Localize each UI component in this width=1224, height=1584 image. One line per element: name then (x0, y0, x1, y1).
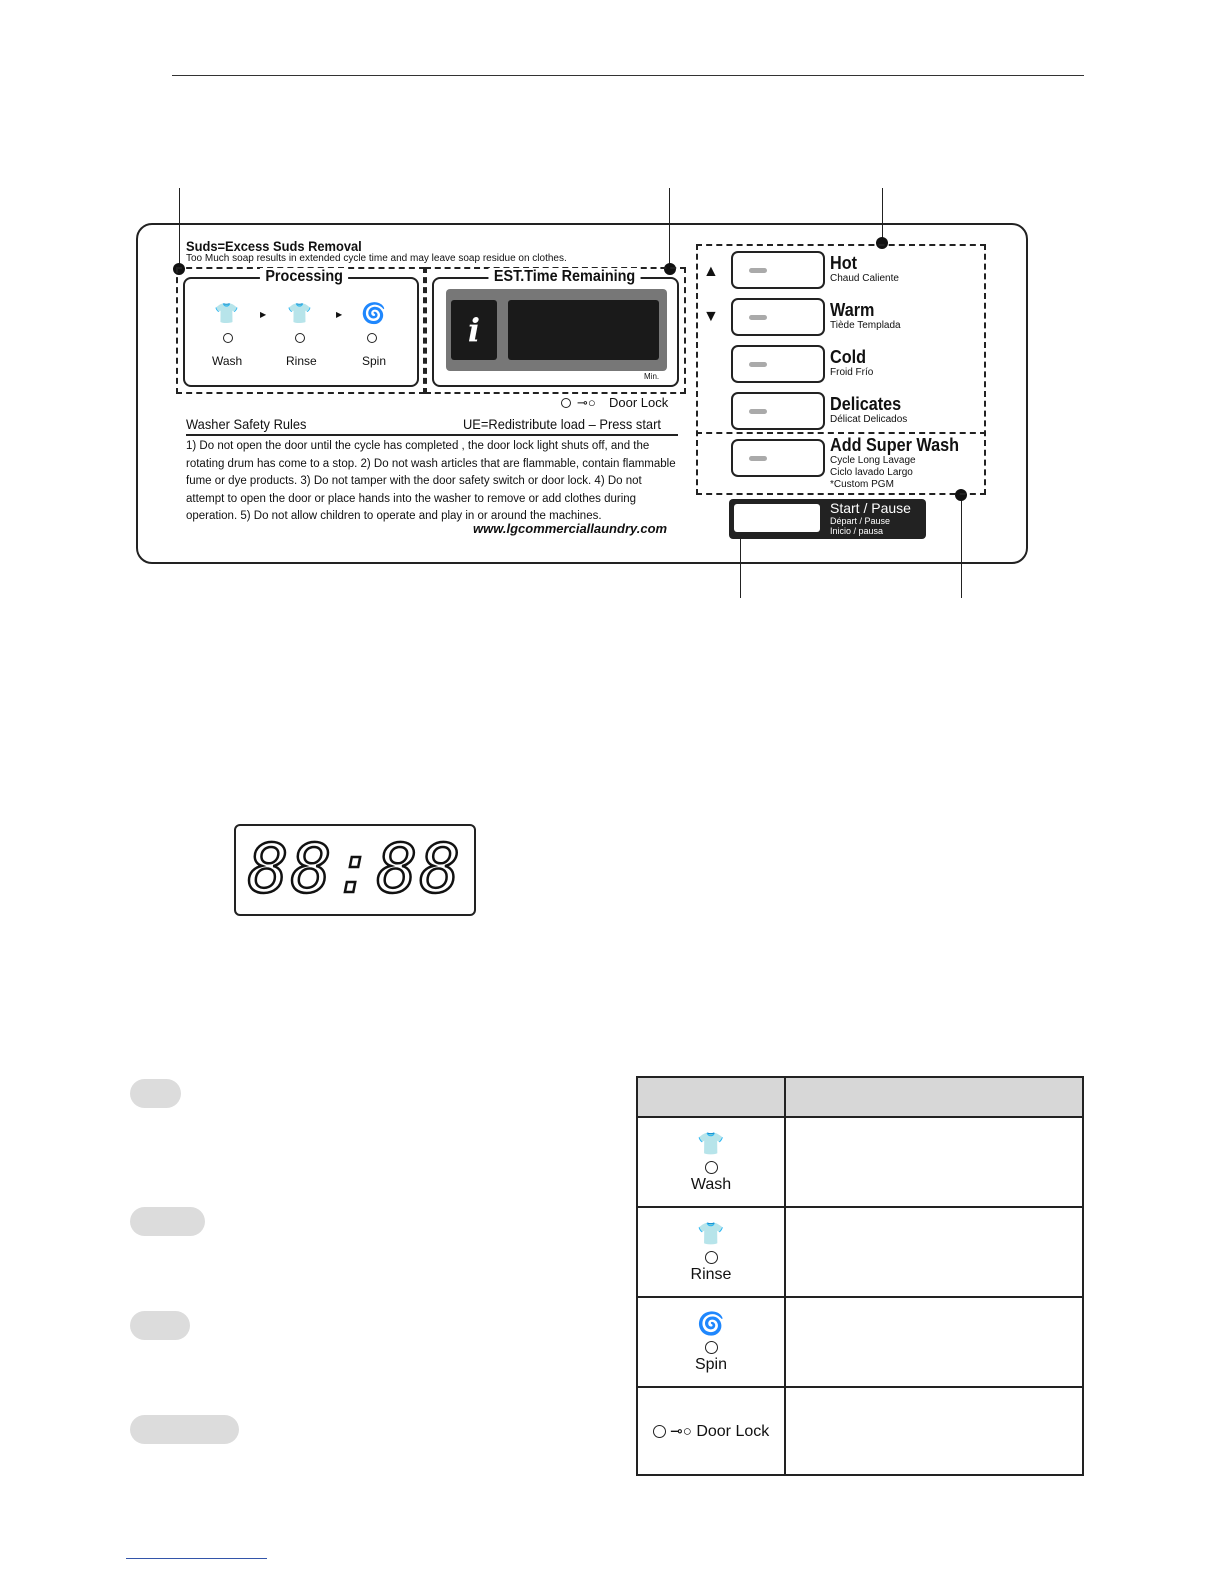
spin-indicator (367, 333, 377, 343)
arrow-down-icon: ▼ (703, 308, 719, 325)
button-led (749, 315, 767, 320)
start-pause-button[interactable] (734, 504, 820, 532)
arrow-right-icon: ▶ (336, 310, 343, 319)
suds-title: Suds=Excess Suds Removal (186, 238, 362, 254)
rinse-indicator (705, 1251, 718, 1264)
indicator-table (636, 1076, 1084, 1476)
processing-box (183, 277, 419, 387)
row-label: Wash (690, 1175, 732, 1193)
stage-rinse-label: Rinse (286, 354, 317, 368)
super-wash-main: Add Super Wash (830, 435, 960, 455)
website-link: www.lgcommerciallaundry.com (473, 521, 668, 536)
rinse-indicator (295, 333, 305, 343)
table-desc-cell (785, 1117, 1083, 1207)
delicates-label (830, 395, 909, 426)
button-led (749, 362, 767, 367)
ue-note: UE=Redistribute load – Press start (463, 416, 661, 432)
wash-icon: 👕 (214, 303, 239, 325)
table-icon-cell (637, 1207, 785, 1297)
key-icon: ⊸○ (670, 1422, 692, 1440)
table-icon-cell (637, 1297, 785, 1387)
grey-label-pill (130, 1207, 205, 1236)
start-pause-sub1: Départ / Pause (830, 516, 891, 526)
hot-label-main: Hot (830, 253, 857, 273)
delicates-label-main: Delicates (830, 394, 902, 414)
wash-indicator (705, 1161, 718, 1174)
time-legend: EST.Time Remaining (488, 268, 640, 286)
table-row (637, 1387, 1083, 1475)
hot-label-sub: Chaud Caliente (830, 273, 899, 284)
table-header-cell (785, 1077, 1083, 1117)
arrow-up-icon: ▲ (703, 263, 719, 280)
arrow-right-icon: ▶ (260, 310, 267, 319)
time-display (508, 300, 659, 360)
grey-label-pill (130, 1311, 190, 1340)
grey-label-pill (130, 1079, 181, 1108)
min-label: Min. (644, 372, 660, 381)
footer-rule (126, 1558, 267, 1559)
cold-label-main: Cold (830, 347, 866, 367)
door-lock-label: Door Lock (609, 395, 669, 410)
stage-wash-label: Wash (212, 354, 243, 368)
super-wash-divider (696, 432, 986, 434)
table-row (637, 1207, 1083, 1297)
rinse-icon: 👕 (287, 303, 312, 325)
table-icon-cell (637, 1387, 785, 1475)
warm-label-sub: Tiède Templada (830, 320, 901, 331)
delicates-button[interactable] (731, 392, 825, 430)
cold-label (830, 348, 873, 379)
table-row (637, 1117, 1083, 1207)
button-led (749, 409, 767, 414)
super-wash-sub2: Ciclo lavado Largo (830, 467, 913, 478)
grey-label-pill (130, 1415, 239, 1444)
table-header-cell (637, 1077, 785, 1117)
delicates-label-sub: Délicat Delicados (830, 414, 908, 425)
hot-button[interactable] (731, 251, 825, 289)
wash-icon: 👕 (697, 1130, 725, 1156)
door-lock-indicator (561, 398, 571, 408)
door-lock-indicator (653, 1425, 666, 1438)
table-desc-cell (785, 1297, 1083, 1387)
info-icon: i (451, 300, 497, 360)
table-header-row (637, 1077, 1083, 1117)
warm-label (830, 301, 901, 332)
top-rule (172, 75, 1084, 76)
stage-spin-label: Spin (362, 354, 387, 368)
safety-title: Washer Safety Rules (186, 416, 307, 432)
seven-segment-display (234, 824, 476, 916)
start-pause-main: Start / Pause (830, 500, 911, 516)
safety-text: 1) Do not open the door until the cycle has completed , the door lock light shuts off, and the rotating drum has come to a stop. 2) Do not wash articles that are flammable, contain flammable fume or dye products. 3) Do not tamper with the door safety switch or door lock. 4) Do not attempt to open the door or place hands into the washer to remove or add clothes during operation. 5) Do not allow children to operate and play in or around the machines. (186, 440, 676, 523)
warm-label-main: Warm (830, 300, 875, 320)
table-icon-cell (637, 1117, 785, 1207)
key-icon: ⊸○ (577, 395, 596, 410)
suds-note: Too Much soap results in extended cycle time and may leave soap residue on clothes. (186, 253, 567, 264)
spin-icon: 🌀 (697, 1310, 725, 1336)
cold-label-sub: Froid Frío (830, 367, 874, 378)
table-row (637, 1297, 1083, 1387)
start-pause-label (830, 501, 911, 536)
safety-rule-divider (186, 434, 678, 436)
warm-button[interactable] (731, 298, 825, 336)
processing-legend: Processing (260, 268, 348, 286)
hot-label (830, 254, 899, 285)
table-desc-cell (785, 1387, 1083, 1475)
button-led (749, 456, 767, 461)
super-wash-label (830, 436, 973, 491)
cold-button[interactable] (731, 345, 825, 383)
spin-indicator (705, 1341, 718, 1354)
row-label: Door Lock (696, 1422, 770, 1440)
button-led (749, 268, 767, 273)
spin-icon: 🌀 (361, 303, 386, 325)
rinse-icon: 👕 (697, 1220, 725, 1246)
super-wash-button[interactable] (731, 439, 825, 477)
row-label: Rinse (690, 1265, 732, 1283)
super-wash-sub1: Cycle Long Lavage (830, 455, 916, 466)
super-wash-sub3: *Custom PGM (830, 479, 894, 490)
row-label: Spin (694, 1355, 728, 1373)
segment-digits: 88:88 (247, 830, 463, 909)
start-pause-sub2: Inicio / pausa (830, 526, 884, 536)
table-desc-cell (785, 1207, 1083, 1297)
wash-indicator (223, 333, 233, 343)
